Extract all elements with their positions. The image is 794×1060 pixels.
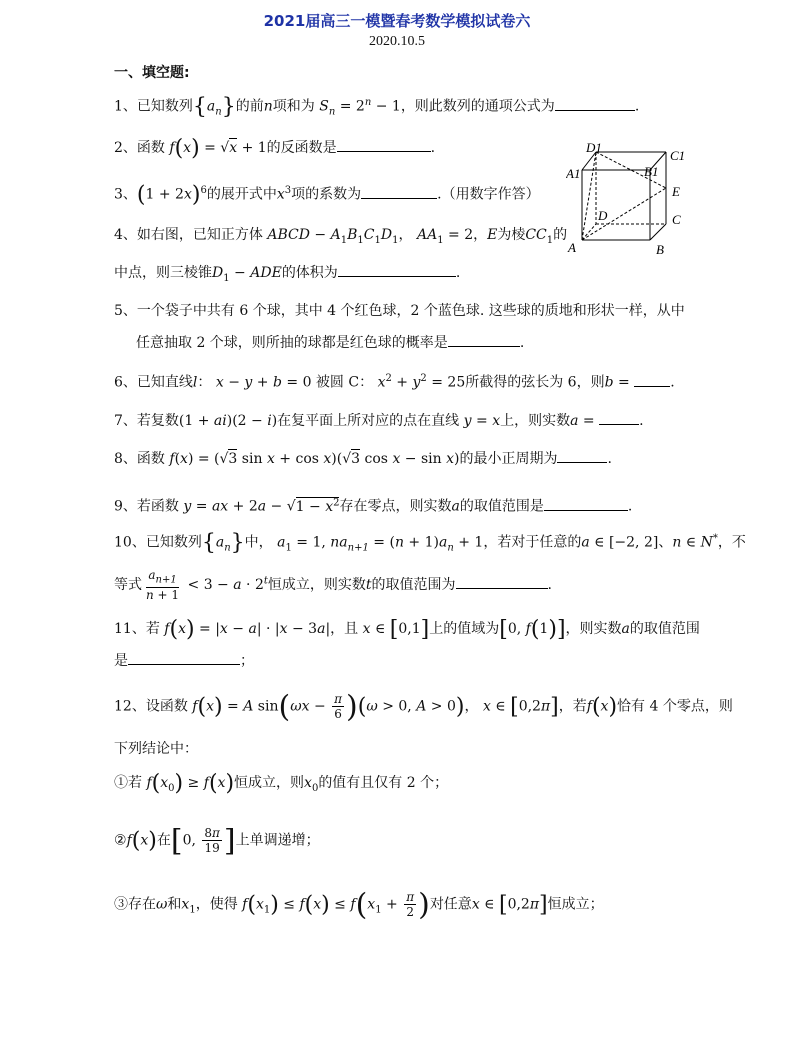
conclusion-2: ②f(x)在[0, $\frac{8\pi}{19}$ ]上单调递增； bbox=[114, 823, 320, 859]
question-6: 6、已知直线l： x − y + b = 0 被圆 C： $x^2 + y^2 = 25$所截得的弦长为 6，则b = . bbox=[114, 373, 675, 391]
vertex-label: C bbox=[672, 212, 681, 227]
question-12-line-2: 下列结论中： bbox=[114, 741, 198, 757]
conclusion-1: ①若 $f(x_0) \ge f(x)$恒成立，则$x_0$的值有且仅有 2 个； bbox=[114, 771, 449, 796]
question-12-line-1: 12、设函数 f(x) = A sin(ωx − $\frac{\pi}{6}$ )(ω > 0, A > 0)， x ∈ [0,2π]，若f(x)恰有 4 个零点，则 bbox=[114, 689, 733, 725]
answer-blank[interactable] bbox=[599, 412, 639, 425]
answer-blank[interactable] bbox=[634, 374, 670, 387]
question-5-line-1: 5、一个袋子中共有 6 个球，其中 4 个红色球，2 个蓝色球. 这些球的质地和形状一样，从中 bbox=[114, 303, 685, 319]
question-9: 9、若函数 y = ax + $2a - √1 - x^2$存在零点，则实数a的取值范围是 . bbox=[114, 497, 633, 515]
answer-blank[interactable] bbox=[555, 98, 635, 111]
answer-blank[interactable] bbox=[338, 264, 456, 277]
vertex-label: E bbox=[672, 184, 680, 199]
question-7: 7、若复数(1 + ai)(2 − i)在复平面上所对应的点在直线 y = x上，则实数a = . bbox=[114, 413, 644, 429]
question-4-line-1: 4、如右图，已知正方体 ABCD − $A_1B_1C_1D_1$， $AA_1 = 2$，E为棱$CC_1$的 bbox=[114, 227, 568, 246]
answer-blank[interactable] bbox=[361, 186, 437, 199]
answer-blank[interactable] bbox=[544, 498, 628, 511]
question-8: 8、函数 f(x) = (√3 sin x + cos x)(√3 cos x − sin x)的最小正周期为 . bbox=[114, 451, 612, 467]
vertex-label: B1 bbox=[644, 164, 659, 179]
question-10-line-2: 等式 $\frac{a_{n+1}}{n + 1}$ < $3 - a \cdot 2^t$恒成立，则实数t的取值范围为 . bbox=[114, 568, 552, 603]
question-3: 3、$(1 + 2x)^6$的展开式中$x^3$项的系数为 .（用数字作答） bbox=[114, 182, 540, 208]
cube-figure bbox=[566, 140, 696, 260]
question-10-line-1: 10、已知数列$\{a_n\}$中， $a_1 = 1$, $na_{n+1} = (n + 1)a_n + 1$，若对于任意的a ∈ [−2, 2]、n ∈ N*，不 bbox=[114, 530, 746, 556]
question-2: 2、函数 f(x) = √x + 1的反函数是 . bbox=[114, 136, 436, 161]
conclusion-3: ③存在ω和$x_1$，使得 $f(x_1) \le f(x) \le f(x_1$ + $\frac{\pi}{2}$ )对任意x ∈ [0,2π]恒成立； bbox=[114, 887, 604, 923]
answer-blank[interactable] bbox=[557, 450, 607, 463]
answer-blank[interactable] bbox=[456, 576, 548, 589]
vertex-label: A1 bbox=[566, 166, 581, 181]
answer-blank[interactable] bbox=[448, 334, 520, 347]
answer-blank[interactable] bbox=[128, 652, 240, 665]
question-11-line-2: 是 ； bbox=[114, 653, 254, 669]
question-5-line-2: 任意抽取 2 个球，则所抽的球都是红色球的概率是 . bbox=[136, 335, 525, 351]
section-heading: 一、填空题: bbox=[114, 65, 190, 81]
vertex-label: D bbox=[598, 208, 608, 223]
question-11-line-1: 11、若 f(x) = |x − a| · |x − 3a|，且 x ∈ [0,1]上的值域为[0, f(1)]，则实数a的取值范围 bbox=[114, 617, 700, 642]
vertex-label: B bbox=[656, 242, 664, 257]
vertex-label: A bbox=[568, 240, 576, 255]
vertex-label: D1 bbox=[586, 140, 602, 155]
answer-blank[interactable] bbox=[337, 139, 431, 152]
vertex-label: C1 bbox=[670, 148, 686, 163]
exam-date: 2020.10.5 bbox=[369, 34, 425, 49]
question-4-line-2: 中点，则三棱锥$D_1$ − ADE的体积为 . bbox=[114, 265, 461, 284]
question-1: 1、已知数列$\{a_n\}$的前n项和为 $S_n = 2^n - 1$，则此数列的通项公式为 . bbox=[114, 94, 640, 120]
page-title: 2021届高三一模暨春考数学模拟试卷六 bbox=[263, 12, 531, 30]
